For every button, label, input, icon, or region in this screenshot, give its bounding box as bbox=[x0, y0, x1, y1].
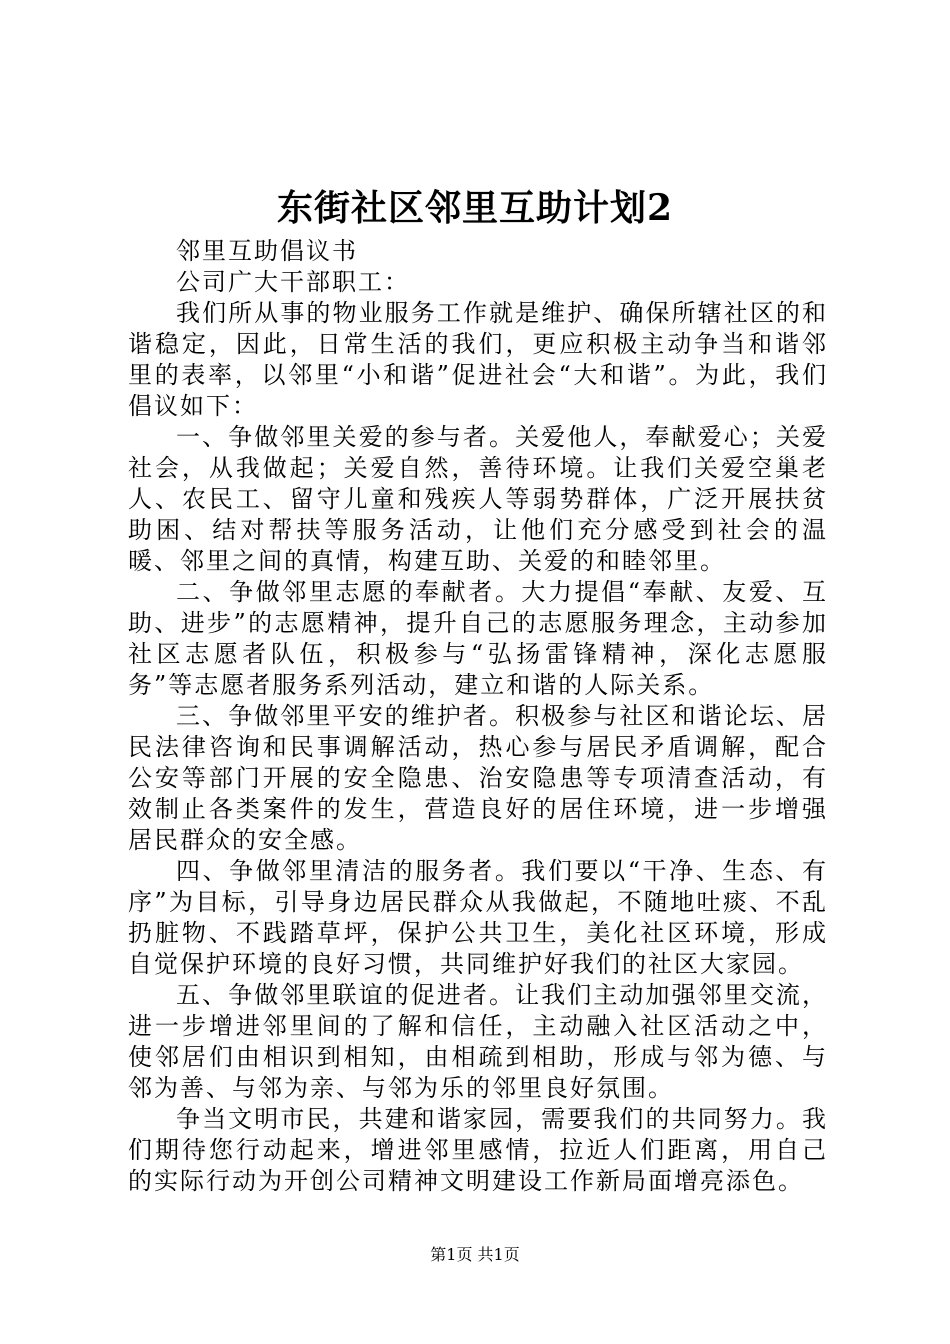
paragraph-salutation: 公司广大干部职工： bbox=[176, 268, 410, 296]
paragraph-item-3: 三、争做邻里平安的维护者。积极参与社区和谐论坛、居民法律咨询和民事调解活动，热心参与居民矛盾调解，配合公安等部门开展的安全隐患、治安隐患等专项清查活动，有效制止各类案件的发生，营造良好的居住环境，进一步增强居民群众的安全感。 bbox=[128, 702, 828, 854]
document-title: 东街社区邻里互助计划2 bbox=[276, 187, 674, 229]
paragraph-closing: 争当文明市民，共建和谐家园，需要我们的共同努力。我们期待您行动起来，增进邻里感情，拉近人们距离，用自己的实际行动为开创公司精神文明建设工作新局面增亮添色。 bbox=[128, 1105, 828, 1195]
paragraph-item-4: 四、争做邻里清洁的服务者。我们要以“干净、生态、有序”为目标，引导身边居民群众从我做起，不随地吐痰、不乱扔脏物、不践踏草坪，保护公共卫生，美化社区环境，形成自觉保护环境的良好习惯，共同维护好我们的社区大家园。 bbox=[128, 857, 828, 978]
paragraph-item-2: 二、争做邻里志愿的奉献者。大力提倡“奉献、友爱、互助、进步”的志愿精神，提升自己的志愿服务理念，主动参加社区志愿者队伍，积极参与“弘扬雷锋精神，深化志愿服务”等志愿者服务系列活动，建立和谐的人际关系。 bbox=[128, 578, 828, 699]
paragraph-item-1: 一、争做邻里关爱的参与者。关爱他人，奉献爱心；关爱社会，从我做起；关爱自然，善待环境。让我们关爱空巢老人、农民工、留守儿童和残疾人等弱势群体，广泛开展扶贫助困、结对帮扶等服务活动，让他们充分感受到社会的温暖、邻里之间的真情，构建互助、关爱的和睦邻里。 bbox=[128, 423, 828, 575]
paragraph-item-5: 五、争做邻里联谊的促进者。让我们主动加强邻里交流，进一步增进邻里间的了解和信任，主动融入社区活动之中，使邻居们由相识到相知，由相疏到相助，形成与邻为德、与邻为善、与邻为亲、与邻为乐的邻里良好氛围。 bbox=[128, 981, 828, 1102]
paragraph-heading: 邻里互助倡议书 bbox=[176, 237, 358, 265]
document-body bbox=[128, 236, 828, 1197]
page-footer: 第1页 共1页 bbox=[430, 1245, 520, 1264]
paragraph-intro: 我们所从事的物业服务工作就是维护、确保所辖社区的和谐稳定，因此，日常生活的我们，更应积极主动争当和谐邻里的表率，以邻里“小和谐”促进社会“大和谐”。为此，我们倡议如下： bbox=[128, 299, 828, 420]
